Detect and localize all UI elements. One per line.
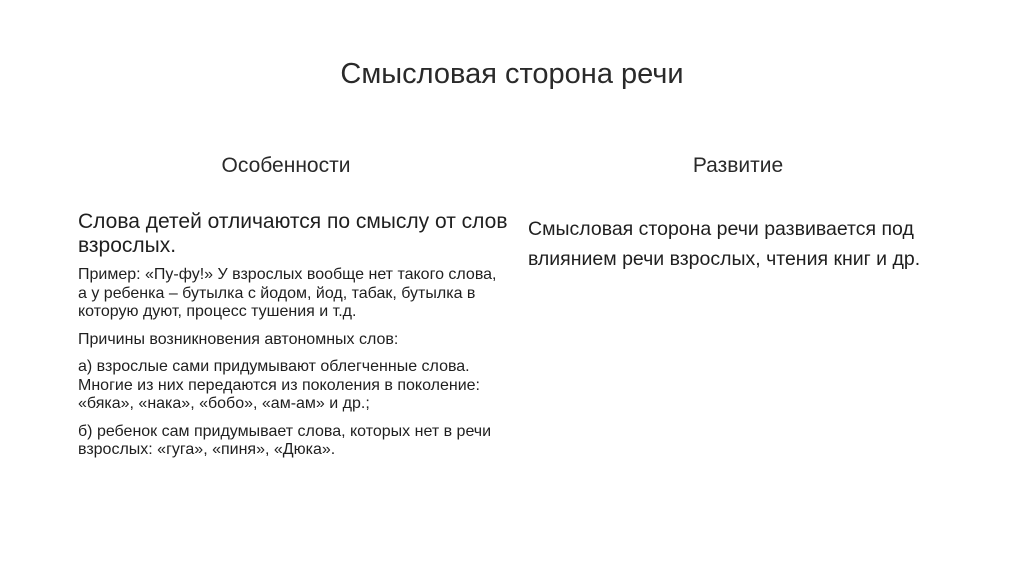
right-body-text: Смысловая сторона речи развивается под влиянием речи взрослых, чтения книг и др.: [528, 218, 921, 270]
left-column-body: [78, 210, 508, 469]
reasons-heading: Причины возникновения автономных слов:: [78, 330, 399, 348]
example-paragraph: Пример: «Пу-фу!» У взрослых вообще нет такого слова, а у ребенка – бутылка с йодом, йод, табак, бутылка в которую дуют, процесс тушения и т.д.: [78, 266, 497, 320]
slide-title: Смысловая сторона речи: [340, 58, 684, 90]
right-column-body: [528, 214, 958, 274]
reason-b-paragraph: б) ребенок сам придумывает слова, которых нет в речи взрослых: «гуга», «пиня», «Дюка».: [78, 422, 492, 458]
left-column-heading: Особенности: [221, 154, 351, 177]
reason-a-paragraph: а) взрослые сами придумывают облегченные слова. Многие из них передаются из поколения в поколение: «бяка», «нака», «бобо», «ам-ам» и др.;: [78, 358, 480, 412]
left-lead-text: Слова детей отличаются по смыслу от слов взрослых.: [78, 210, 508, 257]
right-column-heading: Развитие: [692, 154, 784, 177]
